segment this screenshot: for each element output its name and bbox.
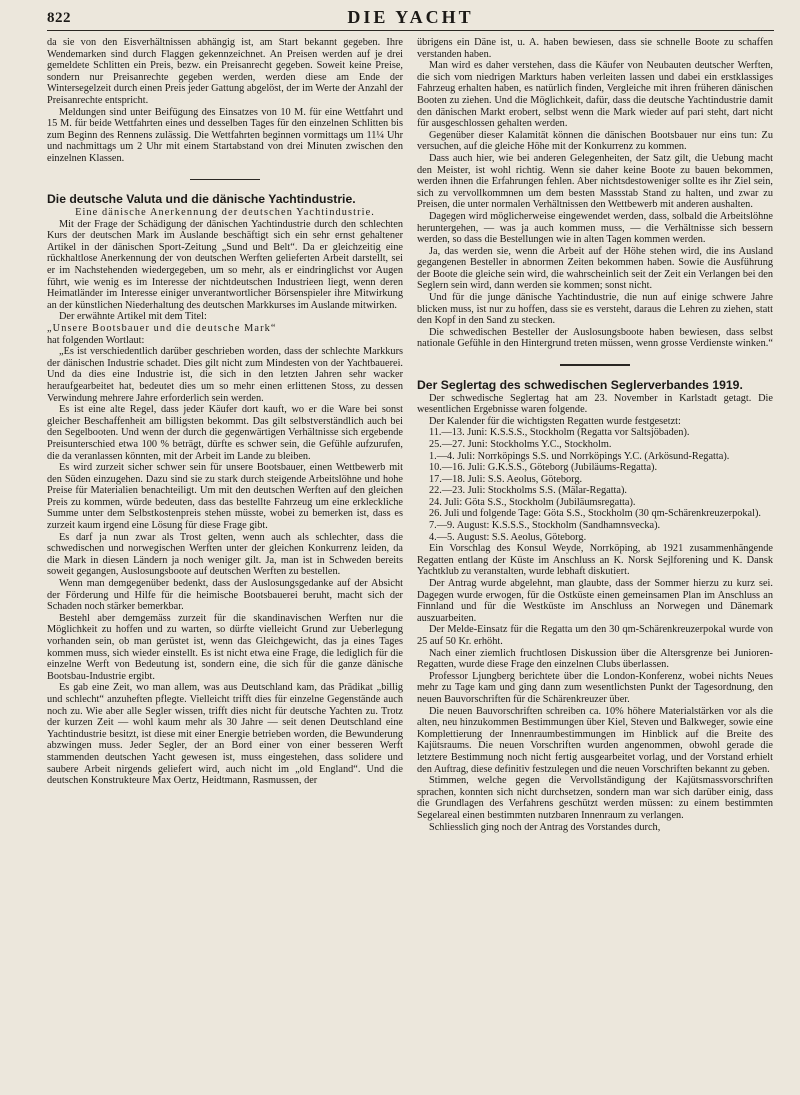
article-paragraph: übrigens ein Däne ist, u. A. haben bewiesen, dass sie schnelle Boote zu schaffen verstanden haben. — [417, 37, 773, 60]
article-paragraph: Gegenüber dieser Kalamität können die dänischen Bootsbauer nur eins tun: Zu versuchen, auf die gleiche Höhe mit der Konkurrenz zu kommen. — [417, 129, 773, 153]
article-paragraph: Schliesslich ging noch der Antrag des Vorstandes durch, — [429, 821, 661, 833]
article-paragraph: Dass auch hier, wie bei anderen Gelegenheiten, der Satz gilt, die Uebung macht den Meister, ist wohl richtig. Wenn sie daher keine Boote zu bauen bekommen, werden ihnen die Erfahrungen fehlen. Aber nichtsdestoweniger sollte es ihr Ziel sein, sich zu vervollkommnen um dem besten Massstab Stand zu halten, und zwar zu Preisen, die unter normalen Verhältnissen den Wettbewerb mit anderen aushalten. — [417, 152, 773, 211]
intro-paragraph: da sie von den Eisverhältnissen abhängig ist, am Start bekannt gegeben. Ihre Wendemarken sind durch Flaggen gekennzeichnet. An Preisen werden auf je drei gemeldete Schlitten ein Preis, bezw. ein Preisanrecht gegeben. Soweit keine Preise, sondern nur Preisanrechte gegeben werden, werden diese am Ende der Wintersegelzeit durch einen Preis jeder Gattung abgelöst, der im Werte der Anzahl der Preisanrechte entspricht. — [47, 37, 403, 106]
article-paragraph: Der erwähnte Artikel mit dem Titel: — [59, 311, 207, 323]
article-title-valuta: Die deutsche Valuta und die dänische Yachtindustrie. — [47, 192, 356, 207]
article-paragraph: Ein Vorschlag des Konsul Weyde, Norrköping, ab 1921 zusammenhängende Regatten entlang der Küste im Anschluss an K. Norsk Sejlforening und K. Dansk Yachtklub zu veranstalten, wurde lebhaft diskutiert. — [417, 543, 773, 578]
quoted-article-title: „Unsere Bootsbauer und die deutsche Mark“ — [47, 322, 277, 334]
journal-title: DIE YACHT — [347, 7, 474, 27]
article-paragraph: Es gab eine Zeit, wo man allem, was aus Deutschland kam, das Prädikat „billig und schlecht“ anzuheften pflegte. Vielleicht trifft dies für einzelne Gegenstände auch noch zu. Wie aber alle Segler wissen, trifft dies nicht für deutsche Yachten zu. Trotz der kurzen Zeit — wohl kaum mehr als 30 Jahre — seit denen Deutschland eine Yachtindustrie besitzt, ist diese mit einer Energie betrieben worden, die Bewunderung abzwingen muss. Jeder Segler, der an Bord einer von einer besseren Werft stammenden deutschen Yacht gewesen ist, muss eingestehen, dass solidere und saubere Arbeit nirgends geliefert wird, auch nicht im „old England“. Und die deutschen Konstrukteure Max Oertz, Heidtmann, Rasmussen, der — [47, 682, 403, 787]
page-number: 822 — [47, 10, 71, 26]
article-paragraph: Ja, das werden sie, wenn die Arbeit auf der Höhe stehen wird, die ins Ausland gegangenen Besteller in abnormen Zeiten bekommen haben. Sowie die Ausführung der Boote die gleiche sein wird, die wahrscheinlich seit der Zeit ein Verlangen bei den Seglern sein wird, dann werden sie kommen; sonst nicht. — [417, 245, 773, 292]
regatta-entry: 7.—9. August: K.S.S.S., Stockholm (Sandhamnsvecka). — [429, 520, 661, 532]
article-paragraph: Der Antrag wurde abgelehnt, man glaubte, dass der Sommer hierzu zu kurz sei. Dagegen wurde erwogen, für die Ostküste einen gemeinsamen Plan im Anschluss an Finnland und für die Westküste im Anschluss an Norwegen und Dänemark auszuarbeiten. — [417, 578, 773, 624]
regatta-entry: 17.—18. Juli: S.S. Aeolus, Göteborg. — [429, 473, 583, 485]
regatta-entry: 24. Juli: Göta S.S., Stockholm (Jubiläumsregatta). — [429, 496, 636, 508]
article-paragraph: Es darf ja nun zwar als Trost gelten, wenn auch als schlechter, dass die schwedischen und norwegischen Werften unter der gleichen Konkurrenz leiden, da die Mark in diesen Ländern ja noch weniger gilt. Ja, man ist in Schweden bereits soweit gegangen, Auslosungsboote auf deutschen Werften zu bestellen. — [47, 531, 403, 578]
article-paragraph: Man wird es daher verstehen, dass die Käufer von Neubauten deutscher Werften, die sich vom niedrigen Markturs haben verleiten lassen und dabei ein erstklassiges Fahrzeug erhalten haben, es natürlich finden, Vergleiche mit ihren früheren dänischen Booten zu ziehen. Und die Möglichkeit, dafür, dass die deutsche Yachtindustrie damit den dänischen Markt erobert, selbst wenn die Mark wieder auf pari steht, dart nicht für ausgeschlossen gehalten werden. — [417, 60, 773, 130]
regatta-entry: 25.—27. Juni: Stockholms Y.C., Stockholm. — [429, 438, 612, 450]
article-paragraph: Es ist eine alte Regel, dass jeder Käufer dort kauft, wo er die Ware bei sonst gleicher Beschaffenheit am billigsten bekommt. Das gilt selbstverständlich auch bei den Segelbooten. Und wenn der durch die gegenwärtigen Verhältnisse sich ergebende Preisunterschied etwa 100 % beträgt, dürfte es schwer sein, die Gefühle aufzurufen, die da veranlassen könnten, mit der Arbeit im Lande zu bleiben. — [47, 404, 403, 462]
section-divider — [560, 364, 630, 366]
regatta-entry: 10.—16. Juli: G.K.S.S., Göteborg (Jubiläums-Regatta). — [429, 462, 658, 474]
article-paragraph: Es wird zurzeit sicher schwer sein für unsere Bootsbauer, einen Wettbewerb mit den Süden einzugehen. Dazu sind sie zu stark durch steigende Arbeitslöhne und hohe Preise für Materialien benachteiligt. Um mit den deutschen Werften auf den gleichen Preis zu kommen, würde bedeuten, dass das bestellte Fahrzeug um eine erkleckliche Summe unter dem Selbstkostenpreis stehen müsste, wobei zu bemerken ist, dass es zurzeit kaum irgend eine Lösung für diese Frage gibt. — [47, 462, 403, 532]
article-paragraph: Nach einer ziemlich fruchtlosen Diskussion über die Altersgrenze bei Junioren-Regatten, wurde diese Frage den einzelnen Clubs überlassen. — [417, 647, 773, 671]
article-paragraph: Mit der Frage der Schädigung der dänischen Yachtindustrie durch den schlechten Kurs der deutschen Mark im Auslande beschäftigt sich ein sehr ernst gehaltener Artikel in der dänischen Sport-Zeitung „Sund und Belt“. Da er gleichzeitig eine rückhaltlose Anerkennung der von deutschen Werften gelieferten Arbeit darstellt, sei er im Nachstehenden wiedergegeben, um so mehr, als er eindringlichst vor Augen führt, wie wenig es im Interesse der nichtdeutschen Industrieen liegt, wenn deren Heimatländer im Interesse einiger unverantwortlicher Börsenspieler ihre Mitwirkung an der künstlichen Niederhaltung des deutschen Markkurses im Auslande mitwirken. — [47, 218, 403, 311]
article-paragraph: Der Melde-Einsatz für die Regatta um den 30 qm-Schärenkreuzerpokal wurde von 25 auf 50 Kr. erhöht. — [417, 624, 773, 647]
regatta-entry: 22.—23. Juli: Stockholms S.S. (Mälar-Regatta). — [429, 485, 627, 497]
regatta-entry: 1.—4. Juli: Norrköpings S.S. und Norrköpings Y.C. (Arkösund-Regatta). — [429, 450, 730, 462]
article-paragraph: Die neuen Bauvorschriften schreiben ca. 10% höhere Materialstärken vor als die alten, neu hinzukommen Bestimmungen über Kiel, Steven und Balkweger, sowie eine Komplettierung der Innenraumbestimmungen im Hinblick auf die Breite des Kajütsraums. Die neuen Vorschriften wurden angenommen, obwohl gerade die letztere Bestimmung noch nicht fertig ausgearbeitet vorlag, und der Vorstand erhielt den Auftrag, diese definitiv festzulegen und die neuen Vorschriften bekannt zu geben. — [417, 705, 773, 775]
article-paragraph: „Es ist verschiedentlich darüber geschrieben worden, dass der schlechte Markkurs der dänischen Industrie schadet. Dies gilt nicht zum Mindesten von der Yachtbauerei. Und da dies eine Industrie ist, die sich in den letzten Jahren sehr wacker heraufgearbeitet hat, bedeutet dies um so mehr einen erlittenen Stoss, zu dessen Verwindung mehrere Jahre erforderlich sein werden. — [47, 346, 403, 404]
article-paragraph: Der schwedische Seglertag hat am 23. November in Karlstadt getagt. Die wesentlichen Ergebnisse waren folgende. — [417, 392, 773, 416]
article-paragraph: hat folgenden Wortlaut: — [47, 334, 145, 346]
regatta-entry: 26. Juli und folgende Tage: Göta S.S., Stockholm (30 qm-Schärenkreuzerpokal). — [429, 508, 761, 520]
right-column — [417, 37, 773, 833]
article-subtitle: Eine dänische Anerkennung der deutschen Yachtindustrie. — [75, 207, 375, 219]
intro-paragraph: Meldungen sind unter Beifügung des Einsatzes von 10 M. für eine Wettfahrt und 15 M. für beide Wettfahrten eines und desselben Tages für den einzelnen Schlitten bis zum Beginn des Rennens zulässig. Die Wettfahrten beginnen vormittags um 11¼ Uhr und nachmittags um 2 Uhr mit einem Startabstand von drei Minuten zwischen den einzelnen Klassen. — [47, 106, 403, 164]
article-title-seglertag: Der Seglertag des schwedischen Seglerverbandes 1919. — [417, 377, 743, 392]
article-paragraph: Und für die junge dänische Yachtindustrie, die nun auf einige schwere Jahre blicken muss, ist nur zu hoffen, dass sie es versteht, daraus die Lehren zu ziehen, statt den Kopf in den Sand zu stecken. — [417, 292, 773, 327]
regatta-entry: 11.—13. Juni: K.S.S.S., Stockholm (Regatta vor Saltsjöbaden). — [429, 427, 690, 439]
regatta-entry: 4.—5. August: S.S. Aeolus, Göteborg. — [429, 531, 587, 543]
article-paragraph: Professor Ljungberg berichtete über die London-Konferenz, wobei nichts Neues mehr zu Tage kam und ging dann zum wesentlichsten Punkt der Tagesordnung, den neuen Bauvorschriften für die Schärenkreuzer über. — [417, 670, 773, 705]
article-paragraph: Stimmen, welche gegen die Vervollständigung der Kajütsmassvorschriften sprachen, konnten sich nicht durchsetzen, sondern man war sich darüber einig, dass die Grundlagen des Verfahrens geschützt werden müssen: zu einem bestimmten Segelareal einen bestimmten nutzbaren Innenraum zu verlangen. — [417, 775, 773, 821]
left-column — [47, 37, 403, 833]
page-header — [47, 6, 774, 31]
section-divider — [190, 179, 260, 181]
article-paragraph: Der Kalender für die wichtigsten Regatten wurde festgesetzt: — [429, 415, 681, 427]
article-paragraph: Wenn man demgegenüber bedenkt, dass der Auslosungsgedanke auf der Absicht der Förderung und Hilfe für die heimische Bootsbauerei beruht, macht sich der Schaden noch stärker bemerkbar. — [47, 578, 403, 613]
article-paragraph: Dagegen wird möglicherweise eingewendet werden, dass, solbald die Arbeitslöhne heruntergehen, — was ja auch kommen muss, — die Verhältnisse sich bessern werden, so dass die Bestellungen wie in alten Tagen kommen werden. — [417, 210, 773, 246]
article-paragraph: Die schwedischen Besteller der Auslosungsboote haben bewiesen, dass selbst nationale Gefühle in den Hintergrund treten müssen, wenn grosse Verdienste winken.“ — [417, 326, 773, 350]
text-columns — [47, 37, 774, 833]
article-paragraph: Bestehl aber demgemäss zurzeit für die skandinavischen Werften nur die Möglichkeit zu hoffen und zu warten, so dürfte vielleicht Grund zur Ueberlegung vorhanden sein, ob man gerüstet ist, wenn das Gleichgewicht, das ja eines Tages kommen muss, sich wieder einstellt. Es ist nicht etwa eine Frage, die lediglich für die einzelne Werft von Bedeutung ist, sondern eine, die sich für die ganze dänische Bootsbau-Industrie ergibt. — [47, 612, 403, 682]
